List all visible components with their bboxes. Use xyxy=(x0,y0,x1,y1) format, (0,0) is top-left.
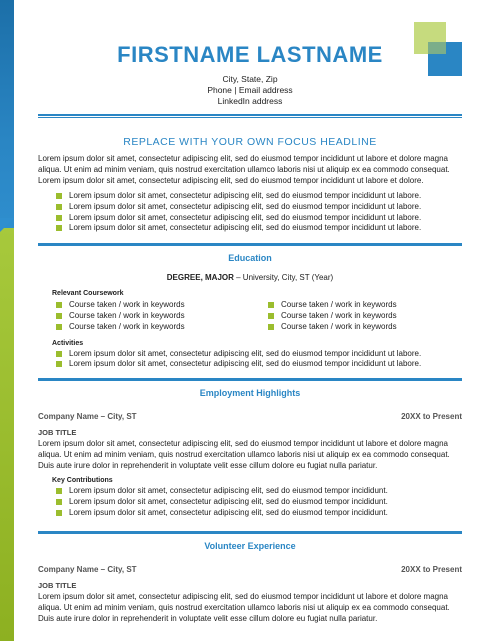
bullet-square-icon xyxy=(56,225,62,231)
bullet-square-icon xyxy=(56,302,62,308)
coursework-label: Relevant Coursework xyxy=(52,290,124,298)
list-item: Lorem ipsum dolor sit amet, consectetur adipiscing elit, sed do eiusmod tempor incididunt. xyxy=(56,486,462,497)
candidate-name: FIRSTNAME LASTNAME xyxy=(117,42,383,67)
volunteer-company-line xyxy=(38,565,462,574)
list-item: Lorem ipsum dolor sit amet, consectetur adipiscing elit, sed do eiusmod tempor incididunt ut labore. xyxy=(56,349,462,360)
resume-page xyxy=(38,0,462,624)
list-item: Lorem ipsum dolor sit amet, consectetur adipiscing elit, sed do eiusmod tempor incididunt. xyxy=(56,508,462,519)
bullet-square-icon xyxy=(268,302,274,308)
header-divider xyxy=(38,114,462,118)
degree-line: DEGREE, MAJOR – University, City, ST (Year) xyxy=(166,273,334,283)
coursework-columns xyxy=(38,298,462,332)
employment-paragraph: Lorem ipsum dolor sit amet, consectetur adipiscing elit, sed do eiusmod tempor incididunt ut labore et dolore magna aliqua. Ut enim ad minim veniam, quis nostrud exercitation ullamco laboris nisi ut aliquip ex ea commodo consequat. Duis aute irure dolor in reprehenderit in voluptate velit esse cillum dolore eu fugiat nulla pariatur. xyxy=(38,439,450,471)
list-item: Lorem ipsum dolor sit amet, consectetur adipiscing elit, sed do eiusmod tempor incididunt ut labore. xyxy=(56,213,462,224)
focus-headline: REPLACE WITH YOUR OWN FOCUS HEADLINE xyxy=(123,136,377,148)
list-item: Course taken / work in keywords xyxy=(268,322,462,333)
phone-email-line: Phone | Email address xyxy=(207,85,293,95)
side-bar-blue xyxy=(0,0,14,240)
bullet-square-icon xyxy=(56,488,62,494)
linkedin-line: LinkedIn address xyxy=(217,96,283,106)
list-item: Lorem ipsum dolor sit amet, consectetur adipiscing elit, sed do eiusmod tempor incididunt. xyxy=(56,497,462,508)
side-bar-green xyxy=(0,228,14,641)
list-item: Course taken / work in keywords xyxy=(56,311,250,322)
employment-heading: Employment Highlights xyxy=(199,388,301,399)
list-item: Course taken / work in keywords xyxy=(268,300,462,311)
bullet-square-icon xyxy=(56,193,62,199)
bullet-square-icon xyxy=(56,351,62,357)
bullet-square-icon xyxy=(56,324,62,330)
volunteer-heading: Volunteer Experience xyxy=(204,540,296,551)
employment-dates: 20XX to Present xyxy=(401,412,462,422)
bullet-square-icon xyxy=(268,324,274,330)
summary-bullets xyxy=(38,191,462,234)
bullet-square-icon xyxy=(268,313,274,319)
list-item: Lorem ipsum dolor sit amet, consectetur adipiscing elit, sed do eiusmod tempor incididunt ut labore. xyxy=(56,202,462,213)
education-heading: Education xyxy=(228,253,272,264)
list-item: Course taken / work in keywords xyxy=(56,300,250,311)
address-line: City, State, Zip xyxy=(222,74,278,84)
bullet-square-icon xyxy=(56,361,62,367)
volunteer-paragraph: Lorem ipsum dolor sit amet, consectetur adipiscing elit, sed do eiusmod tempor incididunt ut labore et dolore magna aliqua. Ut enim ad minim veniam, quis nostrud exercitation ullamco laboris nisi ut aliquip ex ea commodo consequat. Duis aute irure dolor in reprehenderit in voluptate velit esse cillum dolore eu fugiat nulla pariatur. xyxy=(38,591,450,623)
section-divider xyxy=(38,378,462,381)
bullet-square-icon xyxy=(56,215,62,221)
list-item: Lorem ipsum dolor sit amet, consectetur adipiscing elit, sed do eiusmod tempor incididunt ut labore. xyxy=(56,191,462,202)
contributions-label: Key Contributions xyxy=(52,477,113,485)
list-item: Lorem ipsum dolor sit amet, consectetur adipiscing elit, sed do eiusmod tempor incididunt ut labore. xyxy=(56,359,462,370)
job-title: JOB TITLE xyxy=(38,580,77,590)
summary-paragraph: Lorem ipsum dolor sit amet, consectetur adipiscing elit, sed do eiusmod tempor incididunt ut labore et dolore magna aliqua. Ut enim ad minim veniam, quis nostrud exercitation ullamco laboris nisi ut aliquip ex ea commodo consequat. Lorem ipsum dolor sit amet, consectetur adipiscing elit, sed do eiusmod tempor incididunt ut labore et dolore. xyxy=(38,154,450,185)
list-item: Course taken / work in keywords xyxy=(56,322,250,333)
volunteer-dates: 20XX to Present xyxy=(401,564,462,574)
bullet-square-icon xyxy=(56,204,62,210)
coursework-left xyxy=(38,300,250,332)
activities-bullets xyxy=(38,349,462,371)
list-item: Course taken / work in keywords xyxy=(268,311,462,322)
contact-block xyxy=(38,74,462,107)
coursework-right xyxy=(250,300,462,332)
company-name: Company Name – City, ST xyxy=(38,564,137,574)
job-title: JOB TITLE xyxy=(38,428,77,438)
side-bar-diagonal xyxy=(0,218,14,232)
company-name: Company Name – City, ST xyxy=(38,412,137,422)
list-item: Lorem ipsum dolor sit amet, consectetur adipiscing elit, sed do eiusmod tempor incididunt ut labore. xyxy=(56,223,462,234)
bullet-square-icon xyxy=(56,499,62,505)
section-divider xyxy=(38,243,462,246)
bullet-square-icon xyxy=(56,313,62,319)
section-divider xyxy=(38,531,462,534)
bullet-square-icon xyxy=(56,510,62,516)
employment-company-line xyxy=(38,412,462,421)
contributions-bullets xyxy=(38,486,462,518)
activities-label: Activities xyxy=(52,339,84,347)
